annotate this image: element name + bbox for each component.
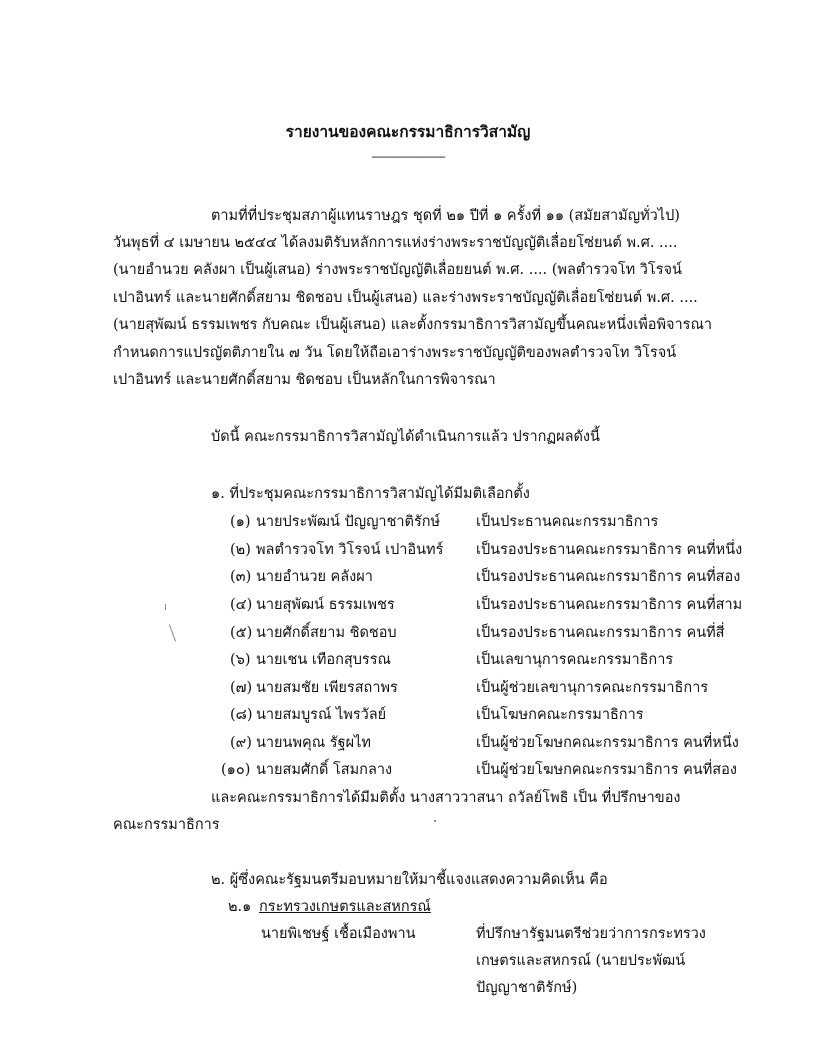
intro-line: กำหนดการแปรญัตติภายใน ๗ วัน โดยให้ถือเอาร่างพระราชบัญญัติของพลตำรวจโท วิโรจน์: [113, 345, 677, 361]
member-role: เป็นโฆษกคณะกรรมาธิการ: [476, 707, 644, 723]
now-statement: บัดนี้ คณะกรรมาธิการวิสามัญได้ดำเนินการแล้ว ปรากฏผลดังนี้: [211, 429, 600, 445]
member-number: (๑๐): [221, 762, 251, 778]
member-name: นายประพัฒน์ ปัญญาชาติรักษ์: [256, 514, 441, 530]
intro-line: ตามที่ที่ประชุมสภาผู้แทนราษฎร ชุดที่ ๒๑ ปีที่ ๑ ครั้งที่ ๑๑ (สมัยสามัญทั่วไป): [211, 208, 680, 224]
intro-line: เปาอินทร์ และนายศักดิ์สยาม ชิดชอบ เป็นผู้เสนอ) และร่างพระราชบัญญัติเลื่อยโซ่ยนต์ พ.ศ. ....: [113, 290, 698, 306]
representative-role: เกษตรและสหกรณ์ (นายประพัฒน์: [476, 953, 686, 969]
ministry-heading: กระทรวงเกษตรและสหกรณ์: [259, 899, 431, 915]
member-number: (๕): [230, 625, 253, 641]
member-number: (๑): [230, 514, 251, 530]
document-title: รายงานของคณะกรรมาธิการวิสามัญ: [285, 122, 531, 141]
scan-artifact: [169, 624, 176, 641]
member-number: (๓): [230, 569, 252, 585]
member-name: นายสมบูรณ์ ไพรวัลย์: [256, 707, 387, 723]
title-underline: ---------------------------: [371, 150, 445, 163]
member-name: นายศักดิ์สยาม ชิดชอบ: [256, 625, 397, 641]
member-number: (๗): [230, 680, 253, 696]
member-number: (๖): [230, 652, 251, 668]
member-role: เป็นประธานคณะกรรมาธิการ: [476, 514, 659, 530]
member-role: เป็นผู้ช่วยโฆษกคณะกรรมาธิการ คนที่หนึ่ง: [476, 735, 739, 751]
intro-line: วันพุธที่ ๔ เมษายน ๒๕๔๔ ได้ลงมติรับหลักการแห่งร่างพระราชบัญญัติเลื่อยโซ่ยนต์ พ.ศ. ....: [113, 235, 678, 251]
intro-line: (นายอำนวย คลังผา เป็นผู้เสนอ) ร่างพระราชบัญญัติเลื่อยยนต์ พ.ศ. .... (พลตำรวจโท วิโรจน์: [113, 262, 682, 278]
member-number: (๒): [230, 542, 251, 558]
member-number: (๔): [230, 597, 253, 613]
section2-heading: ๒. ผู้ซึ่งคณะรัฐมนตรีมอบหมายให้มาชี้แจงแสดงความคิดเห็น คือ: [211, 872, 608, 888]
member-name: นายสมชัย เพียรสถาพร: [256, 680, 398, 696]
member-number: (๘): [230, 707, 253, 723]
subsection-number: ๒.๑: [228, 899, 252, 915]
section1-heading: ๑. ที่ประชุมคณะกรรมาธิการวิสามัญได้มีมติเลือกตั้ง: [211, 486, 530, 502]
member-role: เป็นรองประธานคณะกรรมาธิการ คนที่หนึ่ง: [476, 542, 743, 558]
member-number: (๙): [230, 735, 252, 751]
representative-name: นายพิเชษฐ์ เชื้อเมืองพาน: [261, 926, 416, 942]
representative-role: ที่ปรึกษารัฐมนตรีช่วยว่าการกระทรวง: [476, 926, 706, 942]
advisor-line-continued: คณะกรรมาธิการ: [113, 817, 220, 833]
member-name: นายอำนวย คลังผา: [256, 569, 373, 585]
member-role: เป็นรองประธานคณะกรรมาธิการ คนที่สาม: [476, 597, 743, 613]
member-name: นายสมศักดิ์ โสมกลาง: [256, 762, 393, 778]
member-role: เป็นรองประธานคณะกรรมาธิการ คนที่สี่: [476, 625, 725, 641]
member-name: นายเชน เทือกสุบรรณ: [256, 652, 391, 668]
member-name: พลตำรวจโท วิโรจน์ เปาอินทร์: [256, 542, 444, 558]
scan-artifact: [434, 820, 436, 822]
intro-line: (นายสุพัฒน์ ธรรมเพชร กับคณะ เป็นผู้เสนอ) และตั้งกรรมาธิการวิสามัญขึ้นคณะหนึ่งเพื่อพิจารณา: [113, 317, 713, 333]
member-name: นายสุพัฒน์ ธรรมเพชร: [256, 597, 395, 613]
scan-artifact: [165, 604, 166, 610]
representative-role: ปัญญาชาติรักษ์): [476, 980, 578, 996]
intro-line: เปาอินทร์ และนายศักดิ์สยาม ชิดชอบ เป็นหลักในการพิจารณา: [113, 372, 496, 388]
advisor-line: และคณะกรรมาธิการได้มีมติตั้ง นางสาววาสนา ถวัลย์โพธิ เป็น ที่ปรึกษาของ: [211, 790, 681, 806]
member-role: เป็นผู้ช่วยเลขานุการคณะกรรมาธิการ: [476, 680, 709, 696]
member-role: เป็นเลขานุการคณะกรรมาธิการ: [476, 652, 674, 668]
member-role: เป็นรองประธานคณะกรรมาธิการ คนที่สอง: [476, 569, 741, 585]
member-name: นายนพคุณ รัฐผไท: [256, 735, 371, 751]
member-role: เป็นผู้ช่วยโฆษกคณะกรรมาธิการ คนที่สอง: [476, 762, 737, 778]
